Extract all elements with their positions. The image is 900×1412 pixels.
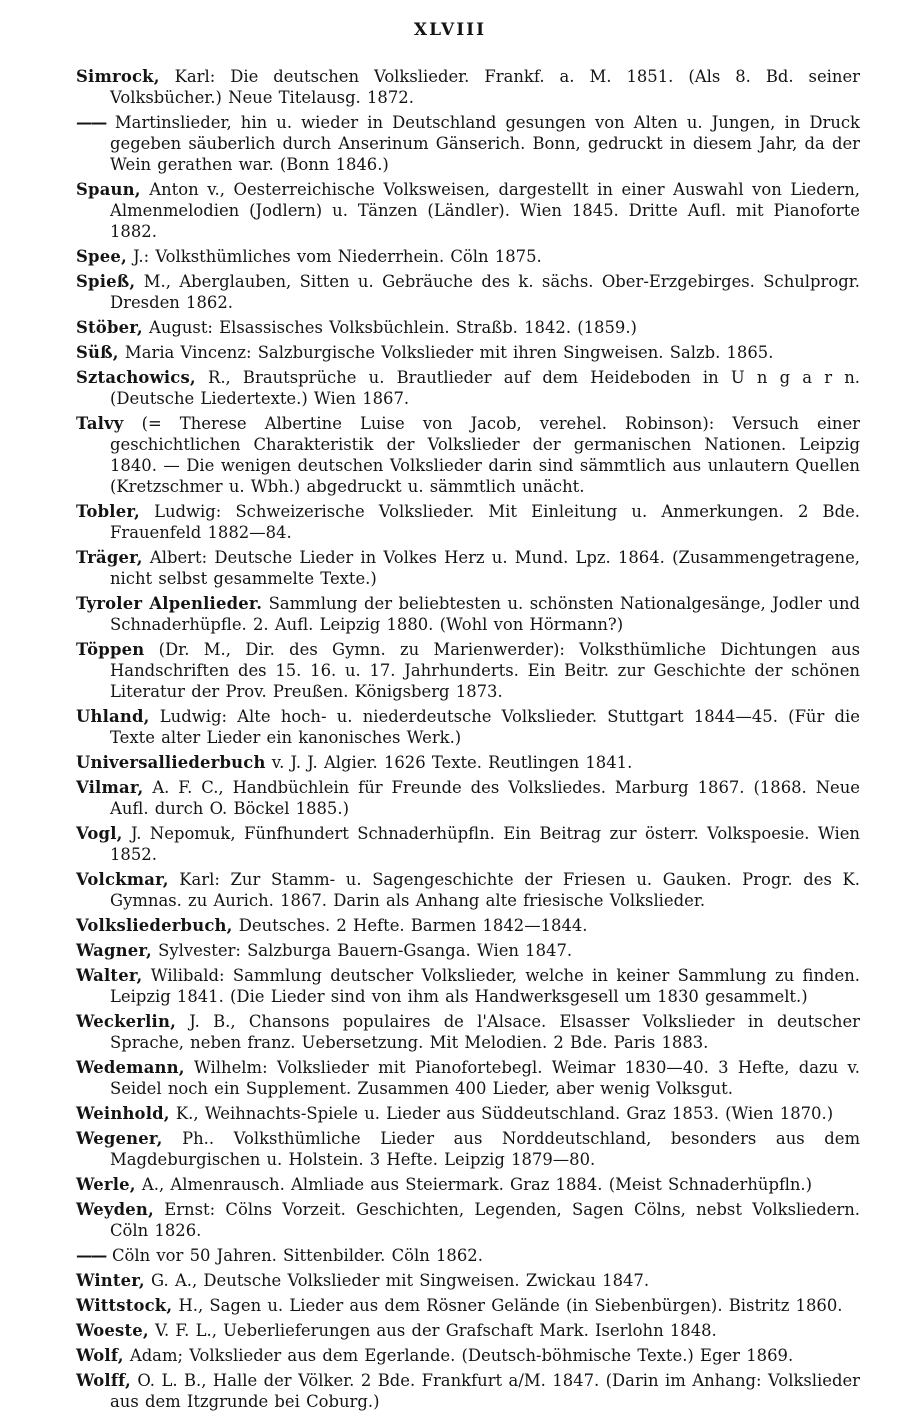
bibliography-entry xyxy=(76,547,860,589)
entry-lead: Winter, xyxy=(76,1271,145,1290)
bibliography-entry xyxy=(76,1174,860,1195)
entry-lead: Weckerlin, xyxy=(76,1012,176,1031)
entry-lead: Woeste, xyxy=(76,1321,149,1340)
entry-text: Ernst: Cölns Vorzeit. Geschichten, Legenden, Sagen Cölns, nebst Volksliedern. Cöln 1826. xyxy=(110,1200,860,1240)
entry-text: Albert: Deutsche Lieder in Volkes Herz u. Mund. Lpz. 1864. (Zusammengetragene, nicht selbst gesammelte Texte.) xyxy=(110,548,860,588)
entry-text: J. B., Chansons populaires de l'Alsace. Elsasser Volkslieder in deutscher Sprache, neben franz. Uebersetzung. Mit Melodien. 2 Bde. Paris 1883. xyxy=(110,1012,860,1052)
bibliography-entry xyxy=(76,1199,860,1241)
bibliography-entry xyxy=(76,413,860,497)
entry-text: R., Brautsprüche u. Brautlieder auf dem Heideboden in U n g a r n. (Deutsche Liedertexte.) Wien 1867. xyxy=(110,368,860,408)
bibliography-entry xyxy=(76,823,860,865)
bibliography-entry xyxy=(76,271,860,313)
entry-text: Cöln vor 50 Jahren. Sittenbilder. Cöln 1862. xyxy=(105,1246,483,1265)
entry-lead: Walter, xyxy=(76,966,143,985)
bibliography-entry xyxy=(76,367,860,409)
entry-text: K., Weihnachts-Spiele u. Lieder aus Süddeutschland. Graz 1853. (Wien 1870.) xyxy=(169,1104,834,1123)
entry-text: Sammlung der beliebtesten u. schönsten Nationalgesänge, Jodler und Schnaderhüpfle. 2. Aufl. Leipzig 1880. (Wohl von Hörmann?) xyxy=(110,594,861,634)
entry-text: Martinslieder, hin u. wieder in Deutschland gesungen von Alten u. Jungen, in Druck gegeben säuberlich durch Anserinum Gänserich. Bonn, gedruckt in diesem Jahr, da der Wein gerathen war. (Bonn 1846.) xyxy=(105,113,860,174)
entry-lead: Volckmar, xyxy=(76,870,169,889)
entry-text: J.: Volksthümliches vom Niederrhein. Cöln 1875. xyxy=(126,247,542,266)
bibliography-entry xyxy=(76,246,860,267)
entry-lead: Spieß, xyxy=(76,272,136,291)
entry-lead: Sztachowics, xyxy=(76,368,196,387)
bibliography-entry xyxy=(76,915,860,936)
bibliography-list xyxy=(76,66,860,1412)
entry-text: Adam; Volkslieder aus dem Egerlande. (Deutsch-böhmische Texte.) Eger 1869. xyxy=(123,1346,794,1365)
bibliography-entry xyxy=(76,1295,860,1316)
bibliography-entry xyxy=(76,179,860,242)
entry-text: (Dr. M., Dir. des Gymn. zu Marienwerder): Volksthümliche Dichtungen aus Handschriften des 15. 16. u. 17. Jahrhunderts. Ein Beitr. zur Geschichte der schönen Literatur der Prov. Preußen. Königsberg 1873. xyxy=(110,640,860,701)
bibliography-entry xyxy=(76,706,860,748)
entry-lead: Volksliederbuch, xyxy=(76,916,233,935)
bibliography-entry xyxy=(76,317,860,338)
entry-text: M., Aberglauben, Sitten u. Gebräuche des k. sächs. Ober-Erzgebirges. Schulprogr. Dresden 1862. xyxy=(110,272,860,312)
entry-text: Anton v., Oesterreichische Volksweisen, dargestellt in einer Auswahl von Liedern, Almenmelodien (Jodlern) u. Tänzen (Ländler). Wien 1845. Dritte Aufl. mit Pianoforte 1882. xyxy=(110,180,860,241)
entry-lead: Vogl, xyxy=(76,824,123,843)
entry-text: Deutsches. 2 Hefte. Barmen 1842—1844. xyxy=(232,916,588,935)
entry-lead: Vilmar, xyxy=(76,778,144,797)
entry-text: Wilibald: Sammlung deutscher Volkslieder, welche in keiner Sammlung zu finden. Leipzig 1841. (Die Lieder sind von ihm als Handwerksgesell um 1830 gesammelt.) xyxy=(110,966,860,1006)
entry-lead: Süß, xyxy=(76,343,119,362)
entry-lead: Wagner, xyxy=(76,941,152,960)
bibliography-entry xyxy=(76,1345,860,1366)
page-number: XLVIII xyxy=(413,20,487,40)
entry-lead: —— xyxy=(76,113,106,132)
entry-lead: Wolff, xyxy=(76,1371,131,1390)
bibliography-entry xyxy=(76,112,860,175)
entry-text: Wilhelm: Volkslieder mit Pianofortebegl. Weimar 1830—40. 3 Hefte, dazu v. Seidel noch ein Supplement. Zusammen 400 Lieder, aber wenig Volksgut. xyxy=(110,1058,860,1098)
entry-text: v. J. J. Algier. 1626 Texte. Reutlingen 1841. xyxy=(265,753,633,772)
entry-text: G. A., Deutsche Volkslieder mit Singweisen. Zwickau 1847. xyxy=(144,1271,650,1290)
entry-lead: Weinhold, xyxy=(76,1104,170,1123)
bibliography-entry xyxy=(76,1370,860,1412)
entry-lead: Wolf, xyxy=(76,1346,124,1365)
entry-text: Karl: Zur Stamm- u. Sagengeschichte der Friesen u. Gauken. Progr. des K. Gymnas. zu Aurich. 1867. Darin als Anhang alte friesische Volkslieder. xyxy=(110,870,860,910)
entry-text: August: Elsassisches Volksbüchlein. Straßb. 1842. (1859.) xyxy=(142,318,637,337)
bibliography-entry xyxy=(76,1011,860,1053)
entry-text: O. L. B., Halle der Völker. 2 Bde. Frankfurt a/M. 1847. (Darin im Anhang: Volkslieder aus dem Itzgrunde bei Coburg.) xyxy=(110,1371,860,1411)
entry-text: Ludwig: Schweizerische Volkslieder. Mit Einleitung u. Anmerkungen. 2 Bde. Frauenfeld 1882—84. xyxy=(110,502,860,542)
entry-lead: Universalliederbuch xyxy=(76,753,266,772)
entry-lead: Stöber, xyxy=(76,318,143,337)
entry-text: A., Almenrausch. Almliade aus Steiermark. Graz 1884. (Meist Schnaderhüpfln.) xyxy=(135,1175,813,1194)
entry-lead: Werle, xyxy=(76,1175,136,1194)
bibliography-entry xyxy=(76,1270,860,1291)
bibliography-entry xyxy=(76,66,860,108)
entry-text: Ludwig: Alte hoch- u. niederdeutsche Volkslieder. Stuttgart 1844—45. (Für die Texte alter Lieder ein kanonisches Werk.) xyxy=(110,707,860,747)
entry-lead: Träger, xyxy=(76,548,143,567)
entry-text: Sylvester: Salzburga Bauern-Gsanga. Wien 1847. xyxy=(151,941,573,960)
bibliography-entry xyxy=(76,1245,860,1266)
bibliography-entry xyxy=(76,342,860,363)
entry-text: Karl: Die deutschen Volkslieder. Frankf. a. M. 1851. (Als 8. Bd. seiner Volksbücher.) Neue Titelausg. 1872. xyxy=(110,67,860,107)
entry-text: J. Nepomuk, Fünfhundert Schnaderhüpfln. Ein Beitrag zur österr. Volkspoesie. Wien 1852. xyxy=(110,824,860,864)
bibliography-entry xyxy=(76,593,860,635)
entry-lead: Tyroler Alpenlieder. xyxy=(76,594,263,613)
bibliography-entry xyxy=(76,940,860,961)
entry-lead: Töppen xyxy=(76,640,145,659)
bibliography-entry xyxy=(76,869,860,911)
bibliography-entry xyxy=(76,752,860,773)
bibliography-entry xyxy=(76,1320,860,1341)
entry-lead: Wegener, xyxy=(76,1129,163,1148)
bibliography-entry xyxy=(76,501,860,543)
bibliography-entry xyxy=(76,965,860,1007)
entry-text: (= Therese Albertine Luise von Jacob, verehel. Robinson): Versuch einer geschichtlichen Charakteristik der Volkslieder der germanischen Nationen. Leipzig 1840. — Die wenigen deutschen Volkslieder darin sind sämmtlich aus unlautern Quellen (Kretzschmer u. Wbh.) abgedruckt u. sämmtlich unächt. xyxy=(110,414,860,496)
entry-text: V. F. L., Ueberlieferungen aus der Grafschaft Mark. Iserlohn 1848. xyxy=(148,1321,717,1340)
bibliography-entry xyxy=(76,1128,860,1170)
entry-lead: Spaun, xyxy=(76,180,141,199)
entry-lead: Weyden, xyxy=(76,1200,154,1219)
entry-lead: Wedemann, xyxy=(76,1058,185,1077)
entry-lead: Tobler, xyxy=(76,502,140,521)
entry-lead: —— xyxy=(76,1246,106,1265)
entry-text: A. F. C., Handbüchlein für Freunde des Volksliedes. Marburg 1867. (1868. Neue Aufl. durch O. Böckel 1885.) xyxy=(110,778,860,818)
entry-lead: Spee, xyxy=(76,247,127,266)
entry-lead: Talvy xyxy=(76,414,124,433)
bibliography-entry xyxy=(76,777,860,819)
entry-lead: Uhland, xyxy=(76,707,150,726)
entry-text: H., Sagen u. Lieder aus dem Rösner Gelände (in Siebenbürgen). Bistritz 1860. xyxy=(172,1296,843,1315)
entry-lead: Simrock, xyxy=(76,67,160,86)
bibliography-entry xyxy=(76,1103,860,1124)
bibliography-entry xyxy=(76,1057,860,1099)
entry-lead: Wittstock, xyxy=(76,1296,173,1315)
entry-text: Ph.. Volksthümliche Lieder aus Norddeutschland, besonders aus dem Magdeburgischen u. Holstein. 3 Hefte. Leipzig 1879—80. xyxy=(110,1129,860,1169)
entry-text: Maria Vincenz: Salzburgische Volkslieder mit ihren Singweisen. Salzb. 1865. xyxy=(118,343,774,362)
bibliography-entry xyxy=(76,639,860,702)
